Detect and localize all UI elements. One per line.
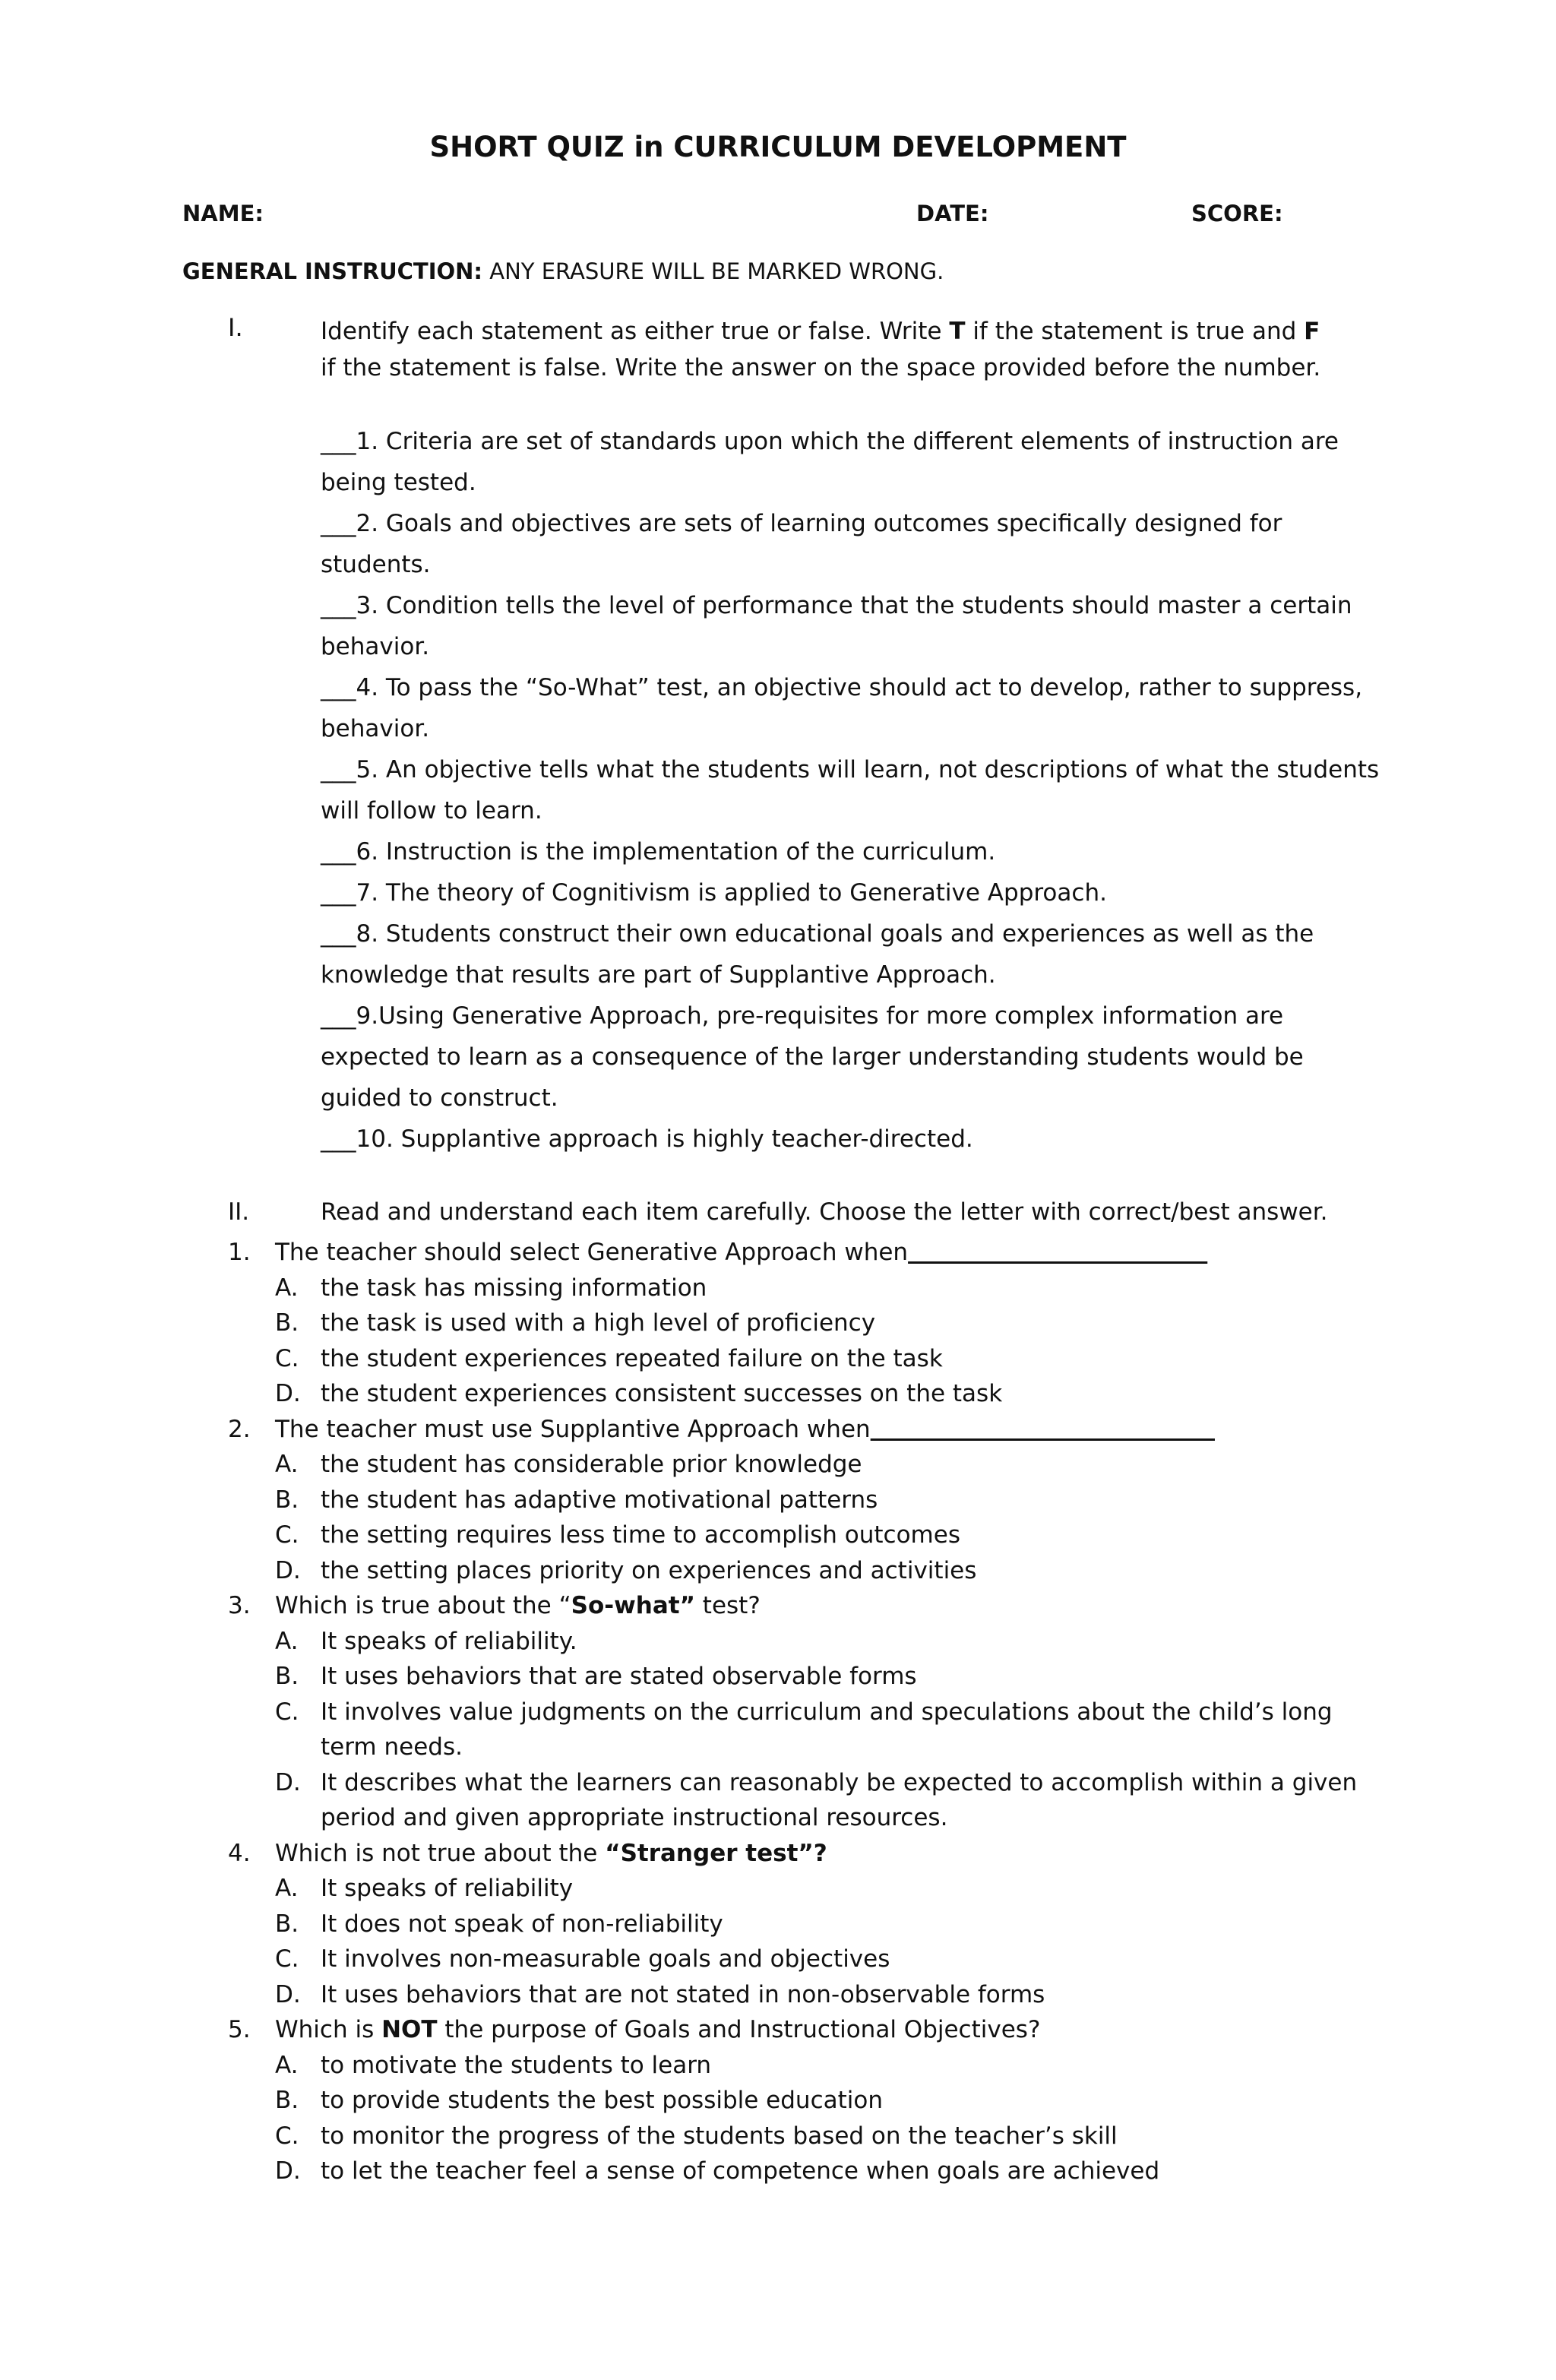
option-text: the student experiences consistent successes on the task bbox=[321, 1380, 1003, 1407]
general-instruction-text: ANY ERASURE WILL BE MARKED WRONG. bbox=[489, 258, 944, 284]
question-number: 4. bbox=[228, 1839, 251, 1867]
option-row bbox=[228, 1695, 1383, 1765]
option-letter: D. bbox=[275, 1556, 301, 1584]
general-instruction-label: GENERAL INSTRUCTION: bbox=[182, 258, 483, 284]
option-letter: D. bbox=[275, 1380, 301, 1407]
tf-item: ___3. Condition tells the level of performance that the students should master a certain behavior. bbox=[321, 592, 1352, 660]
option-text: to let the teacher feel a sense of competence when goals are achieved bbox=[321, 2157, 1160, 2185]
option-letter: D. bbox=[275, 2157, 301, 2185]
option-row bbox=[228, 2154, 1383, 2189]
option-row bbox=[228, 1977, 1383, 2013]
question-text-end: the purpose of Goals and Instructional Objectives? bbox=[437, 2016, 1041, 2043]
option-text: the student has adaptive motivational patterns bbox=[321, 1486, 878, 1514]
tf-item: ___9.Using Generative Approach, pre-requisites for more complex information are expected to learn as a consequence of the larger understanding students would be guided to construct. bbox=[321, 1002, 1304, 1112]
score-label: SCORE: bbox=[1191, 201, 1283, 226]
question-3 bbox=[228, 1588, 1383, 1624]
tf-item: ___2. Goals and objectives are sets of learning outcomes specifically designed for students. bbox=[321, 510, 1282, 578]
option-letter: B. bbox=[275, 2087, 299, 2114]
option-row bbox=[228, 1659, 1383, 1695]
question-number: 2. bbox=[228, 1415, 251, 1443]
question-bold-text: NOT bbox=[381, 2016, 438, 2043]
option-text: It does not speak of non-reliability bbox=[321, 1910, 723, 1938]
answer-blank bbox=[908, 1239, 1207, 1266]
option-row bbox=[228, 1624, 1383, 1660]
question-text-end: test? bbox=[694, 1592, 761, 1619]
question-number: 3. bbox=[228, 1592, 251, 1619]
date-label: DATE: bbox=[916, 201, 989, 226]
option-row bbox=[228, 1306, 1383, 1341]
option-letter: C. bbox=[275, 1521, 299, 1549]
option-letter: B. bbox=[275, 1910, 299, 1938]
option-letter: C. bbox=[275, 1344, 299, 1372]
part1-instruction bbox=[321, 313, 1384, 386]
name-label: NAME: bbox=[182, 201, 264, 226]
option-letter: A. bbox=[275, 1627, 299, 1655]
option-row bbox=[228, 2083, 1383, 2119]
option-row bbox=[228, 1271, 1383, 1306]
true-false-list bbox=[321, 421, 1384, 1160]
question-5 bbox=[228, 2012, 1383, 2048]
question-bold-text: So-what” bbox=[571, 1592, 695, 1619]
part1-instruction-c: if the statement is false. Write the answer on the space provided before the number. bbox=[321, 354, 1321, 381]
option-text: the student experiences repeated failure on the task bbox=[321, 1344, 943, 1372]
tf-item: ___6. Instruction is the implementation of the curriculum. bbox=[321, 838, 996, 866]
option-row bbox=[228, 2048, 1383, 2084]
part1-t-letter: T bbox=[949, 318, 966, 345]
option-row bbox=[228, 1447, 1383, 1483]
option-text: the task is used with a high level of proficiency bbox=[321, 1309, 876, 1337]
answer-blank bbox=[871, 1416, 1215, 1443]
option-text: It involves value judgments on the curriculum and speculations about the child’s long term needs. bbox=[321, 1698, 1333, 1761]
option-text: the student has considerable prior knowledge bbox=[321, 1451, 862, 1478]
option-text: It uses behaviors that are stated observable forms bbox=[321, 1663, 917, 1690]
option-text: It speaks of reliability. bbox=[321, 1627, 577, 1655]
part2-instruction: Read and understand each item carefully. Choose the letter with correct/best answer. bbox=[321, 1198, 1328, 1226]
option-row bbox=[228, 1907, 1383, 1942]
option-text: the setting requires less time to accomplish outcomes bbox=[321, 1521, 960, 1549]
option-text: to monitor the progress of the students based on the teacher’s skill bbox=[321, 2122, 1118, 2150]
part1-numeral: I. bbox=[228, 313, 243, 342]
tf-item: ___8. Students construct their own educational goals and experiences as well as the knowledge that results are part of Supplantive Approach. bbox=[321, 920, 1314, 989]
option-letter: C. bbox=[275, 1698, 299, 1726]
option-text: It uses behaviors that are not stated in non-observable forms bbox=[321, 1980, 1045, 2008]
option-row bbox=[228, 1341, 1383, 1377]
option-letter: C. bbox=[275, 2122, 299, 2150]
general-instruction bbox=[182, 258, 944, 284]
page-title: SHORT QUIZ in CURRICULUM DEVELOPMENT bbox=[429, 131, 1127, 163]
part1-instruction-a: Identify each statement as either true or false. Write bbox=[321, 318, 950, 345]
tf-item: ___7. The theory of Cognitivism is applied to Generative Approach. bbox=[321, 879, 1107, 907]
option-letter: A. bbox=[275, 1451, 299, 1478]
question-4 bbox=[228, 1836, 1383, 1872]
question-number: 5. bbox=[228, 2016, 251, 2043]
option-row bbox=[228, 1376, 1383, 1412]
option-letter: B. bbox=[275, 1663, 299, 1690]
question-1 bbox=[228, 1235, 1383, 1271]
question-bold-text: “Stranger test”? bbox=[605, 1839, 827, 1867]
option-letter: A. bbox=[275, 1875, 299, 1902]
option-text: It speaks of reliability bbox=[321, 1875, 574, 1902]
option-letter: A. bbox=[275, 2051, 299, 2079]
option-text: the task has missing information bbox=[321, 1274, 707, 1302]
option-row bbox=[228, 2119, 1383, 2154]
part2-numeral: II. bbox=[228, 1198, 250, 1226]
option-text: the setting places priority on experiences and activities bbox=[321, 1556, 977, 1584]
option-text: to provide students the best possible education bbox=[321, 2087, 883, 2114]
tf-item: ___5. An objective tells what the students will learn, not descriptions of what the students will follow to learn. bbox=[321, 756, 1380, 824]
question-number: 1. bbox=[228, 1239, 251, 1266]
question-text: The teacher must use Supplantive Approach when bbox=[275, 1415, 871, 1443]
question-2 bbox=[228, 1412, 1383, 1448]
question-text: Which is not true about the bbox=[275, 1839, 606, 1867]
option-text: It involves non-measurable goals and objectives bbox=[321, 1945, 890, 1973]
option-letter: C. bbox=[275, 1945, 299, 1973]
option-letter: B. bbox=[275, 1486, 299, 1514]
option-row bbox=[228, 1942, 1383, 1977]
option-row bbox=[228, 1483, 1383, 1518]
question-text: The teacher should select Generative Approach when bbox=[275, 1239, 909, 1266]
tf-item: ___4. To pass the “So-What” test, an objective should act to develop, rather to suppress, behavior. bbox=[321, 674, 1363, 742]
tf-item: ___10. Supplantive approach is highly teacher-directed. bbox=[321, 1125, 973, 1153]
option-letter: D. bbox=[275, 1980, 301, 2008]
option-letter: B. bbox=[275, 1309, 299, 1337]
question-text: Which is true about the “ bbox=[275, 1592, 571, 1619]
option-text: to motivate the students to learn bbox=[321, 2051, 712, 2079]
option-text: It describes what the learners can reasonably be expected to accomplish within a given period and given appropriate instructional resources. bbox=[321, 1768, 1358, 1831]
option-letter: D. bbox=[275, 1768, 301, 1796]
option-row bbox=[228, 1871, 1383, 1907]
question-text: Which is bbox=[275, 2016, 382, 2043]
option-letter: A. bbox=[275, 1274, 299, 1302]
part1-instruction-b: if the statement is true and bbox=[965, 318, 1305, 345]
option-row bbox=[228, 1765, 1383, 1836]
part1-f-letter: F bbox=[1304, 318, 1320, 345]
tf-item: ___1. Criteria are set of standards upon which the different elements of instruction are being tested. bbox=[321, 428, 1339, 496]
option-row bbox=[228, 1518, 1383, 1553]
multiple-choice-list bbox=[228, 1235, 1383, 2189]
option-row bbox=[228, 1553, 1383, 1589]
